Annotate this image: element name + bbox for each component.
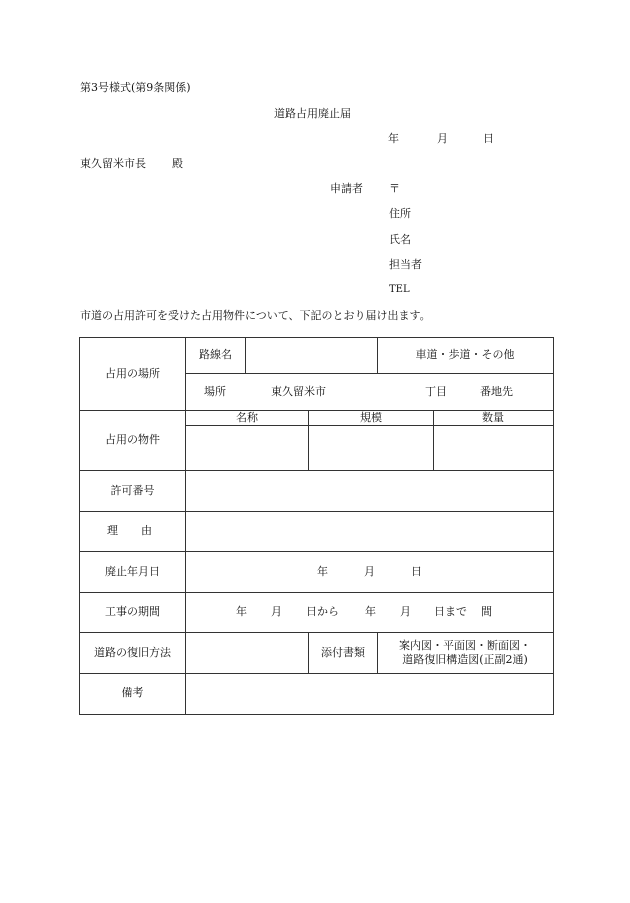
honorific: 殿 xyxy=(172,157,183,170)
object-name-field[interactable] xyxy=(186,426,308,470)
applicant-label: 申請者 xyxy=(330,182,363,195)
attachments-line-1: 案内図・平面図・断面図・ xyxy=(399,638,531,652)
reason-label: 理 由 xyxy=(107,524,158,538)
object-col-name: 名称 xyxy=(236,410,258,424)
attachments-line-2: 道路復旧構造図(正副2通) xyxy=(402,653,528,666)
road-type-options[interactable]: 車道・歩道・その他 xyxy=(415,348,515,362)
postal-mark: 〒 xyxy=(389,182,400,195)
applicant-name-label: 氏名 xyxy=(389,233,411,246)
object-header: 占用の物件 xyxy=(105,433,160,447)
applicant-contact-label: 担当者 xyxy=(389,258,422,271)
route-name-field[interactable] xyxy=(246,338,377,373)
applicant-tel-label: TEL xyxy=(389,284,410,295)
object-col-size: 規模 xyxy=(360,410,382,424)
date-month-label: 月 xyxy=(437,132,448,145)
reason-field[interactable] xyxy=(186,512,552,551)
document-title: 道路占用廃止届 xyxy=(274,107,351,120)
work-year-to: 年 xyxy=(365,605,376,618)
abolition-date-label: 廃止年月日 xyxy=(105,564,160,578)
addressee: 東久留米市長 xyxy=(80,157,146,170)
location-inner-divider xyxy=(185,373,553,374)
attachments-label: 添付書類 xyxy=(321,645,365,659)
attachments-list xyxy=(378,633,552,673)
object-quantity-field[interactable] xyxy=(434,426,552,470)
abolition-year: 年 xyxy=(317,565,328,578)
date-day-label: 日 xyxy=(483,132,494,145)
place-label: 場所 xyxy=(204,385,226,398)
permit-number-field[interactable] xyxy=(186,471,552,511)
applicant-address-label: 住所 xyxy=(389,207,411,220)
work-year-from: 年 xyxy=(236,605,247,618)
form-number: 第3号様式(第9条関係) xyxy=(80,81,191,94)
object-col-quantity: 数量 xyxy=(482,410,504,424)
place-banchi: 番地先 xyxy=(480,385,513,398)
work-period-label: 工事の期間 xyxy=(105,605,160,619)
permit-number-label: 許可番号 xyxy=(110,483,155,497)
remarks-label: 備考 xyxy=(121,686,144,700)
work-month-from: 月 xyxy=(271,605,282,618)
place-chome: 丁目 xyxy=(425,385,447,398)
restoration-method-label: 道路の復旧方法 xyxy=(94,645,171,659)
date-year-label: 年 xyxy=(388,132,399,145)
route-name-label: 路線名 xyxy=(199,348,232,362)
restoration-method-field[interactable] xyxy=(186,633,308,673)
abolition-month: 月 xyxy=(364,565,375,578)
intro-statement: 市道の占用許可を受けた占用物件について、下記のとおり届け出ます。 xyxy=(80,309,431,322)
work-day-from: 日から xyxy=(306,605,339,618)
work-day-to: 日まで xyxy=(434,605,467,618)
remarks-field[interactable] xyxy=(186,674,552,713)
location-header: 占用の場所 xyxy=(105,366,160,380)
work-duration: 間 xyxy=(481,605,492,618)
place-city: 東久留米市 xyxy=(271,385,326,398)
object-size-field[interactable] xyxy=(309,426,433,470)
work-month-to: 月 xyxy=(400,605,411,618)
abolition-day: 日 xyxy=(411,565,422,578)
